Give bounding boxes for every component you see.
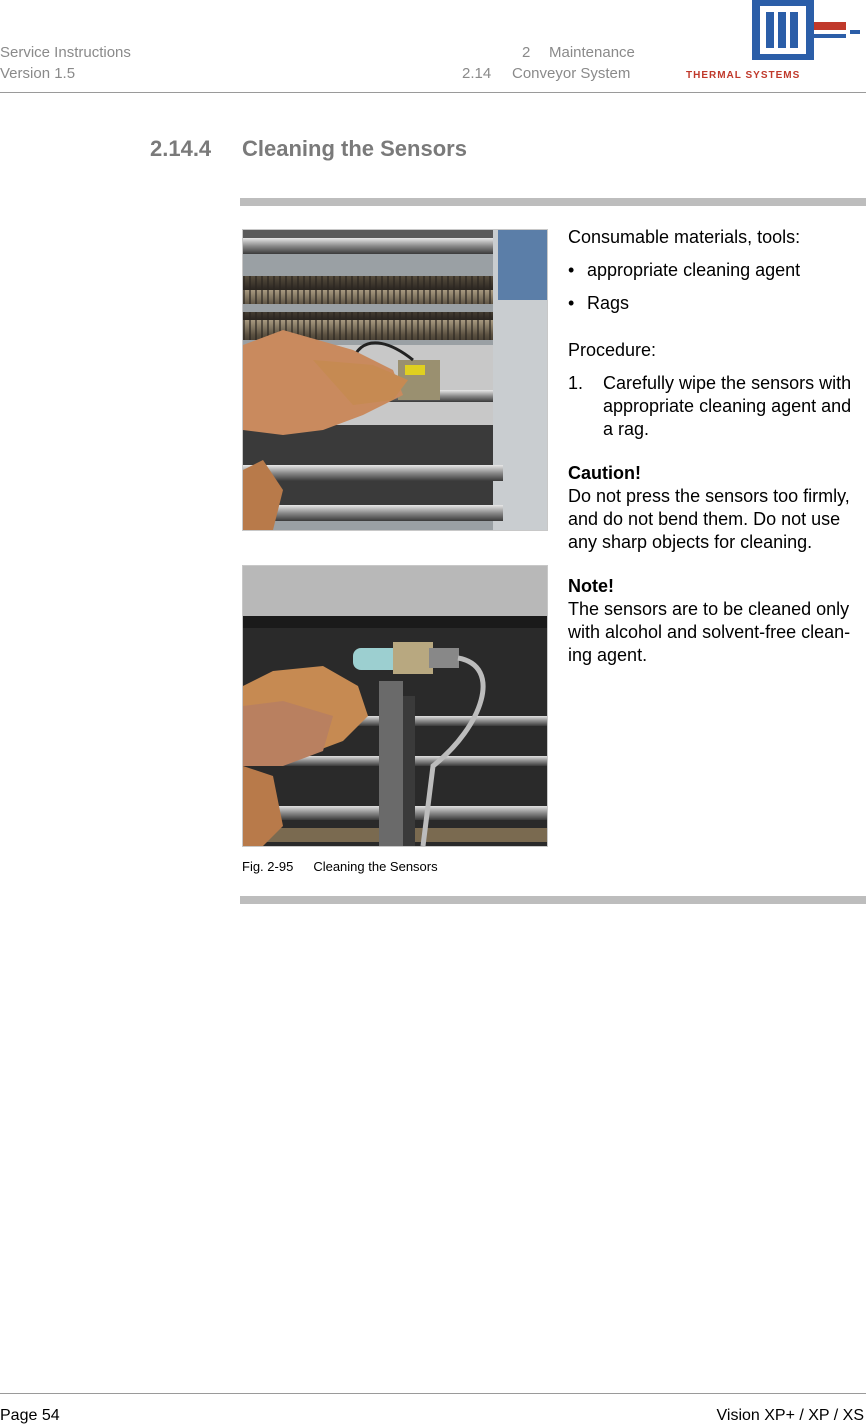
header-section-title: Conveyor System: [512, 65, 631, 82]
caution-heading: Caution!: [568, 463, 641, 483]
note-block: [568, 575, 866, 667]
header-rule: [0, 92, 866, 93]
figure-title: Cleaning the Sensors: [313, 859, 438, 874]
header-chapter-num: 2: [522, 44, 531, 61]
materials-heading: Consumable materials, tools:: [568, 227, 801, 247]
step-number: 1.: [568, 373, 584, 393]
logo-text: THERMAL SYSTEMS: [686, 70, 801, 81]
header-doc-type: Service Instructions: [0, 44, 131, 61]
bullet: •: [568, 293, 575, 313]
company-logo: [686, 0, 866, 90]
note-text: The sensors are to be cleaned only with alcohol and solvent-free clean-ing agent.: [568, 599, 851, 665]
bullet: •: [568, 260, 575, 280]
photo-sensor-cleaning-bottom: [242, 565, 548, 847]
footer-rule: [0, 1393, 866, 1394]
photo-sensor-cleaning-top: [242, 229, 548, 531]
note-heading: Note!: [568, 576, 614, 596]
procedure-step-1: [568, 372, 866, 439]
materials-item-2: [568, 292, 866, 315]
section-number: 2.14.4: [150, 136, 212, 161]
caution-block: [568, 462, 866, 554]
figure-caption: [242, 859, 438, 874]
step-text: Carefully wipe the sensors with appropriate cleaning agent and a rag.: [603, 373, 852, 439]
section-title: Cleaning the Sensors: [242, 136, 467, 161]
header-chapter-title: Maintenance: [549, 44, 635, 61]
procedure-heading: Procedure:: [568, 340, 657, 360]
figure-number: Fig. 2-95: [242, 859, 294, 874]
caution-text: Do not press the sensors too firmly, and do not bend them. Do not use any sharp objects for cleaning.: [568, 486, 850, 552]
materials-item-1: [568, 259, 866, 282]
top-separator-bar: [240, 198, 866, 206]
header-version: Version 1.5: [0, 65, 76, 82]
materials-item-label: appropriate cleaning agent: [587, 260, 801, 280]
bottom-separator-bar: [240, 896, 866, 904]
header-section-num: 2.14: [462, 65, 492, 82]
product-name: Vision XP+ / XP / XS: [716, 1407, 864, 1424]
materials-item-label: Rags: [587, 293, 630, 313]
page-number: Page 54: [0, 1407, 60, 1424]
